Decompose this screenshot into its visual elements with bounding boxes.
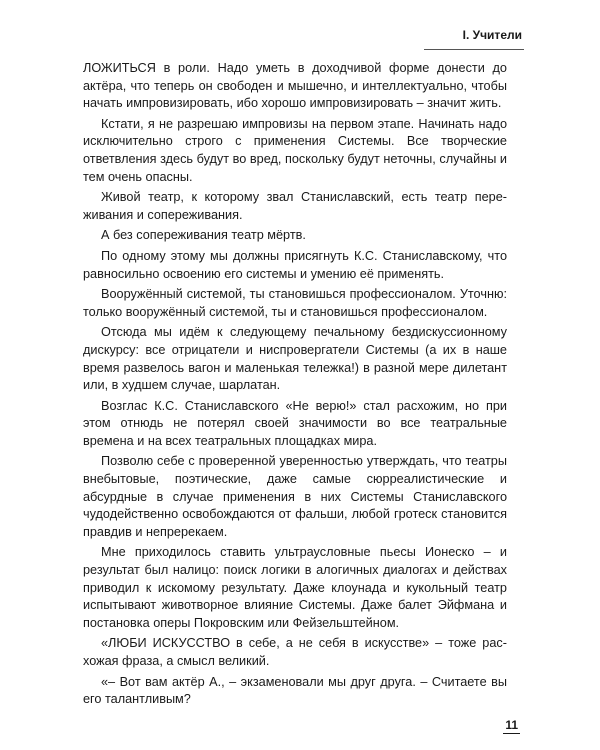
paragraph: Отсюда мы идём к следующему печальному бездискуссионному дискурсу: все отрицатели и ниспровергатели Системы (а их в наше время развелось вагон и маленькая тележка!) в разной мере дилетант или, в худшем случае, шарлатан. xyxy=(83,325,507,393)
page-number: 11 xyxy=(505,718,518,732)
paragraph: Позволю себе с проверенной уверенностью утверждать, что театры внебытовые, поэтические, даже самые сюрреалистические и абсурдные в случае применения в них Системы Станиславского чудодейственно освобождаются от фальши, любой гротеск становится правдив и непререкаем. xyxy=(83,454,507,539)
header-rule xyxy=(424,49,524,50)
paragraph: Живой театр, к которому звал Станиславский, есть театр переживания и сопереживания. xyxy=(83,190,507,222)
paragraph: Вооружённый системой, ты становишься профессионалом. Уточню: только вооружённый системой, ты и становишься профессионалом. xyxy=(83,287,507,319)
paragraph: ЛОЖИТЬСЯ в роли. Надо уметь в доходчивой форме донести до актёра, что теперь он свободен и мышечно, и интеллектуально, чтобы начать импровизировать, ибо хорошо импровизировать – значит жить. xyxy=(83,61,507,111)
paragraph: Мне приходилось ставить ультраусловные пьесы Ионеско – и результат был налицо: поиск логики в алогичных диалогах и действах приводил к искомому результату. Даже клоунада и кукольный театр испытывают животворное влияние Системы. Даже балет Эйфмана и постановка оперы Покровским или Фейзельштейном. xyxy=(83,545,507,630)
body-text xyxy=(83,60,507,712)
paragraph: Кстати, я не разрешаю импровизы на первом этапе. Начинать надо исключительно строго с применения Системы. Все творческие ответвления здесь будут во вред, поскольку будут неточны, случайны и тем очень опасны. xyxy=(83,116,507,184)
running-header: I. Учители xyxy=(462,28,522,42)
paragraph: «ЛЮБИ ИСКУССТВО в себе, а не себя в искусстве» – тоже расхожая фраза, а смысл великий. xyxy=(83,636,507,668)
paragraph: Возглас К.С. Станиславского «Не верю!» стал расхожим, но при этом отнюдь не потерял своей значимости во все театральные времена и на всех театральных площадках мира. xyxy=(83,398,507,448)
paragraph: А без сопереживания театр мёртв. xyxy=(101,228,306,243)
paragraph: По одному этому мы должны присягнуть К.С. Станиславскому, что равносильно освоению его системы и умению её применять. xyxy=(83,248,507,281)
paragraph: «– Вот вам актёр А., – экзаменовали мы друг друга. – Считаете вы его талантливым? xyxy=(83,674,507,707)
